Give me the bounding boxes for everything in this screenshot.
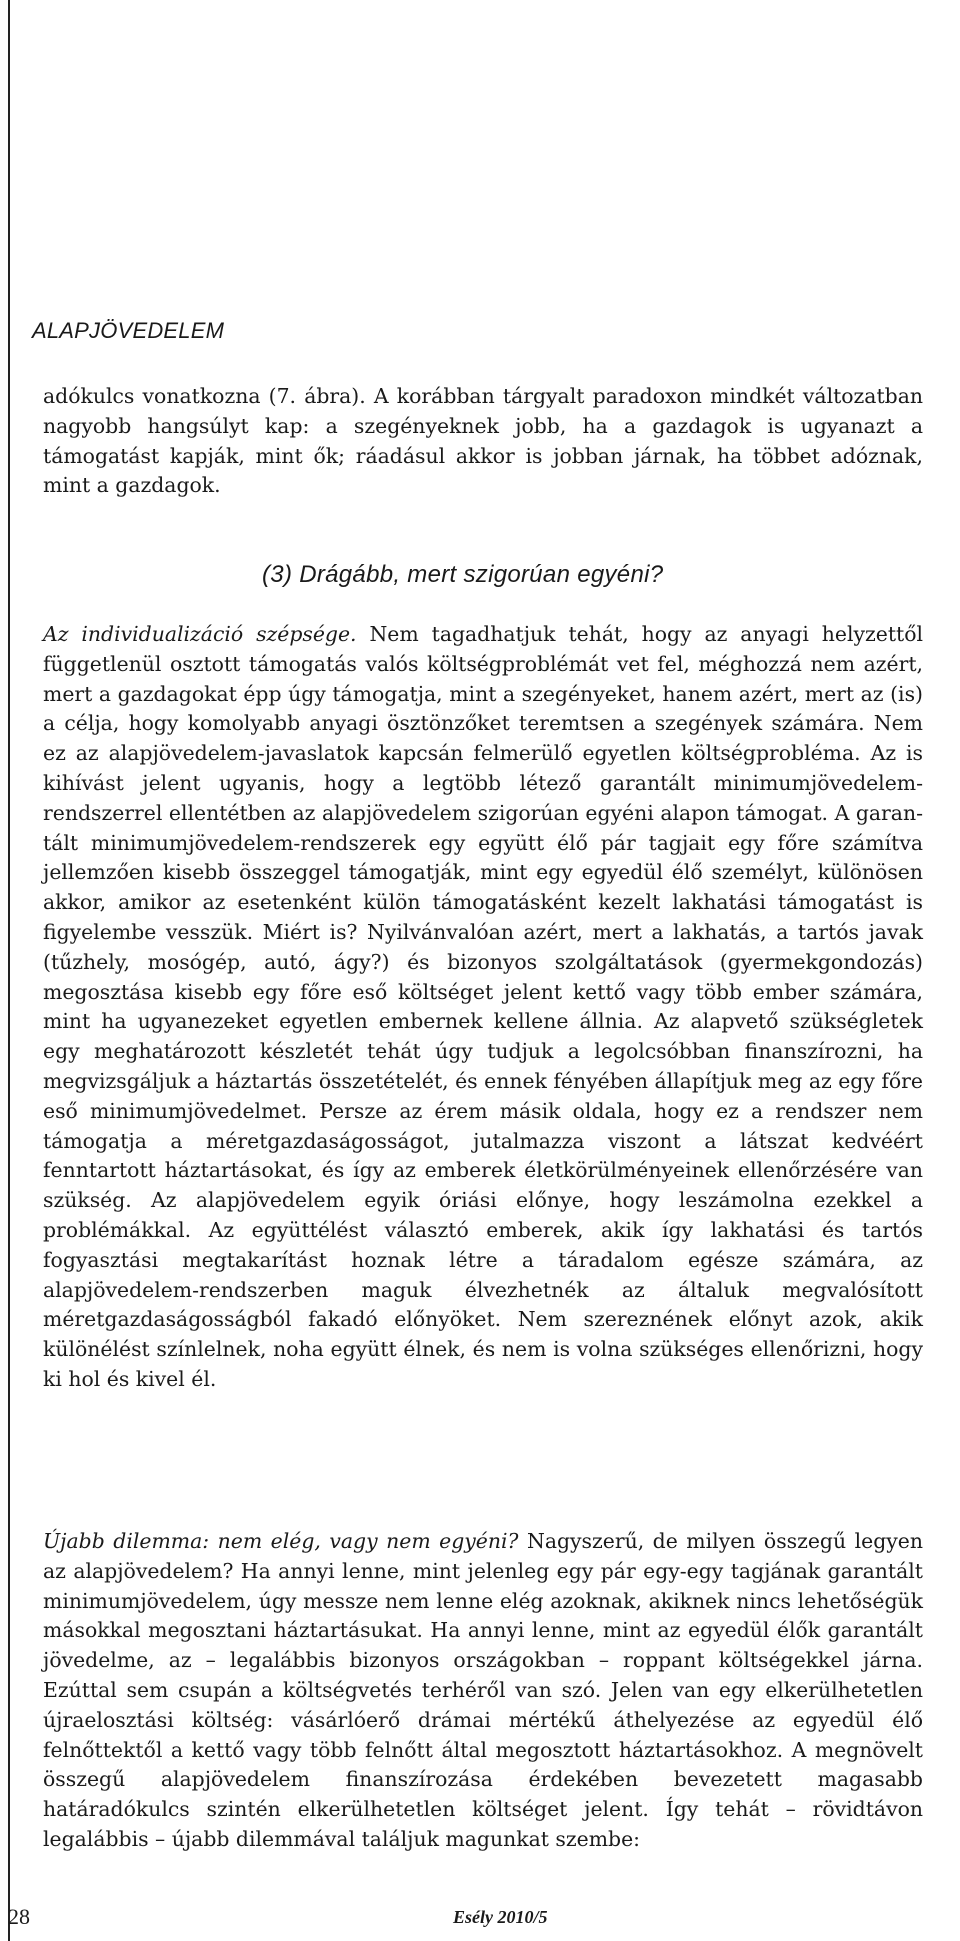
paragraph-3	[43, 1527, 923, 1855]
paragraph-3-body: Nagyszerű, de milyen összegű legyen az alapjövedelem? Ha annyi lenne, mint jelenleg egy pár egy-egy tagjának garantált minimumjövedelem, úgy messze nem lenne elég azoknak, akiknek nincs lehetőségük másokkal megosztani háztartásukat. Ha annyi lenne, mint az egyedül élők garantált jövedelme, az – legalábbis bizonyos országokban – roppant költségekkel járna. Ezúttal sem csupán a költségvetés terhéről van szó. Jelen van egy elkerülhetetlen újraelosztási költség: vásárlóerő drámai mértékű áthelyezése az egyedül élő felnőttektől a kettő vagy több felnőtt által megosztott háztartásokhoz. A megnövelt összegű alapjövedelem finanszírozása érdekében bevezetett magasabb határadókulcs szintén elkerülhetetlen költséget jelent. Így tehát – rövidtávon legalábbis – újabb dilemmával találjuk magunkat szembe:	[43, 1529, 923, 1851]
section-heading: (3) Drágább, mert szigorúan egyéni?	[262, 561, 664, 588]
page-number: 28	[8, 1904, 30, 1929]
margin-rule	[8, 0, 10, 1941]
paragraph-1-text: adókulcs vonatkozna (7. ábra). A korábban tárgyalt paradoxon mindkét változatban nagyobb hangsúlyt kap: a szegényeknek jobb, ha a gazdagok is ugyanazt a támogatást kapják, mint ők; ráadásul akkor is jobban járnak, ha többet adóznak, mint a gazdagok.	[43, 384, 923, 498]
running-head: ALAPJÖVEDELEM	[32, 318, 225, 343]
paragraph-2-body: Nem tagadhatjuk tehát, hogy az anyagi helyzettől függetlenül osztott támogatás valós költségproblémát vet fel, méghozzá nem azért, mert a gazdagokat épp úgy támogatja, mint a szegényeket, hanem azért, mert az (is) a célja, hogy komolyabb anyagi ösztönzőket teremtsen a szegények számára. Nem ez az alapjövedelem-javaslatok kapcsán felmerülő egyetlen költségprobléma. Az is kihívást jelent ugyanis, hogy a legtöbb létező garantált minimumjövedelem-rendszerrel ellentétben az alapjövedelem szigorúan egyéni alapon támogat. A garantált minimumjövedelem-rendszerek egy együtt élő pár tagjait egy főre számítva jellemzően kisebb összeggel támogatják, mint egy egyedül élő személyt, különösen akkor, amikor az esetenként külön támogatásként kezelt lakhatási támogatást is figyelembe vesszük. Miért is? Nyilvánvalóan azért, mert a lakhatás, a tartós javak (tűzhely, mosógép, autó, ágy?) és bizonyos szolgáltatások (gyermekgondozás) megosztása kisebb egy főre eső költséget jelent kettő vagy több ember számára, mint ha ugyanezeket egyetlen embernek kellene állnia. Az alapvető szükségletek egy meghatározott készletét tehát úgy tudjuk a legolcsóbban finanszírozni, ha megvizsgáljuk a háztartás összetételét, és ennek fényében állapítjuk meg az egy főre eső minimumjövedelmet. Persze az érem másik oldala, hogy ez a rendszer nem támogatja a méretgazdaságosságot, jutalmazza viszont a látszat kedvéért fenntartott háztartásokat, és így az emberek életkörülményeinek ellenőrzésére van szükség. Az alapjövedelem egyik óriási előnye, hogy leszámolna ezekkel a problémákkal. Az együttélést választó emberek, akik így lakhatási és tartós fogyasztási megtakarítást hoznak létre a táradalom egésze számára, az alapjövedelem-rendszerben maguk élvezhetnék az általuk megvalósított méretgazdaságosságból fakadó előnyöket. Nem szereznének előnyt azok, akik különélést színlelnek, noha együtt élnek, és nem is volna szükséges ellenőrizni, hogy ki hol és kivel él.	[43, 622, 924, 1391]
paragraph-2-lead: Az individualizáció szépsége.	[43, 622, 357, 646]
journal-footer: Esély 2010/5	[453, 1907, 548, 1927]
paragraph-2	[43, 620, 923, 1395]
paragraph-3-lead: Újabb dilemma: nem elég, vagy nem egyéni?	[43, 1529, 519, 1553]
paragraph-1	[43, 382, 923, 501]
